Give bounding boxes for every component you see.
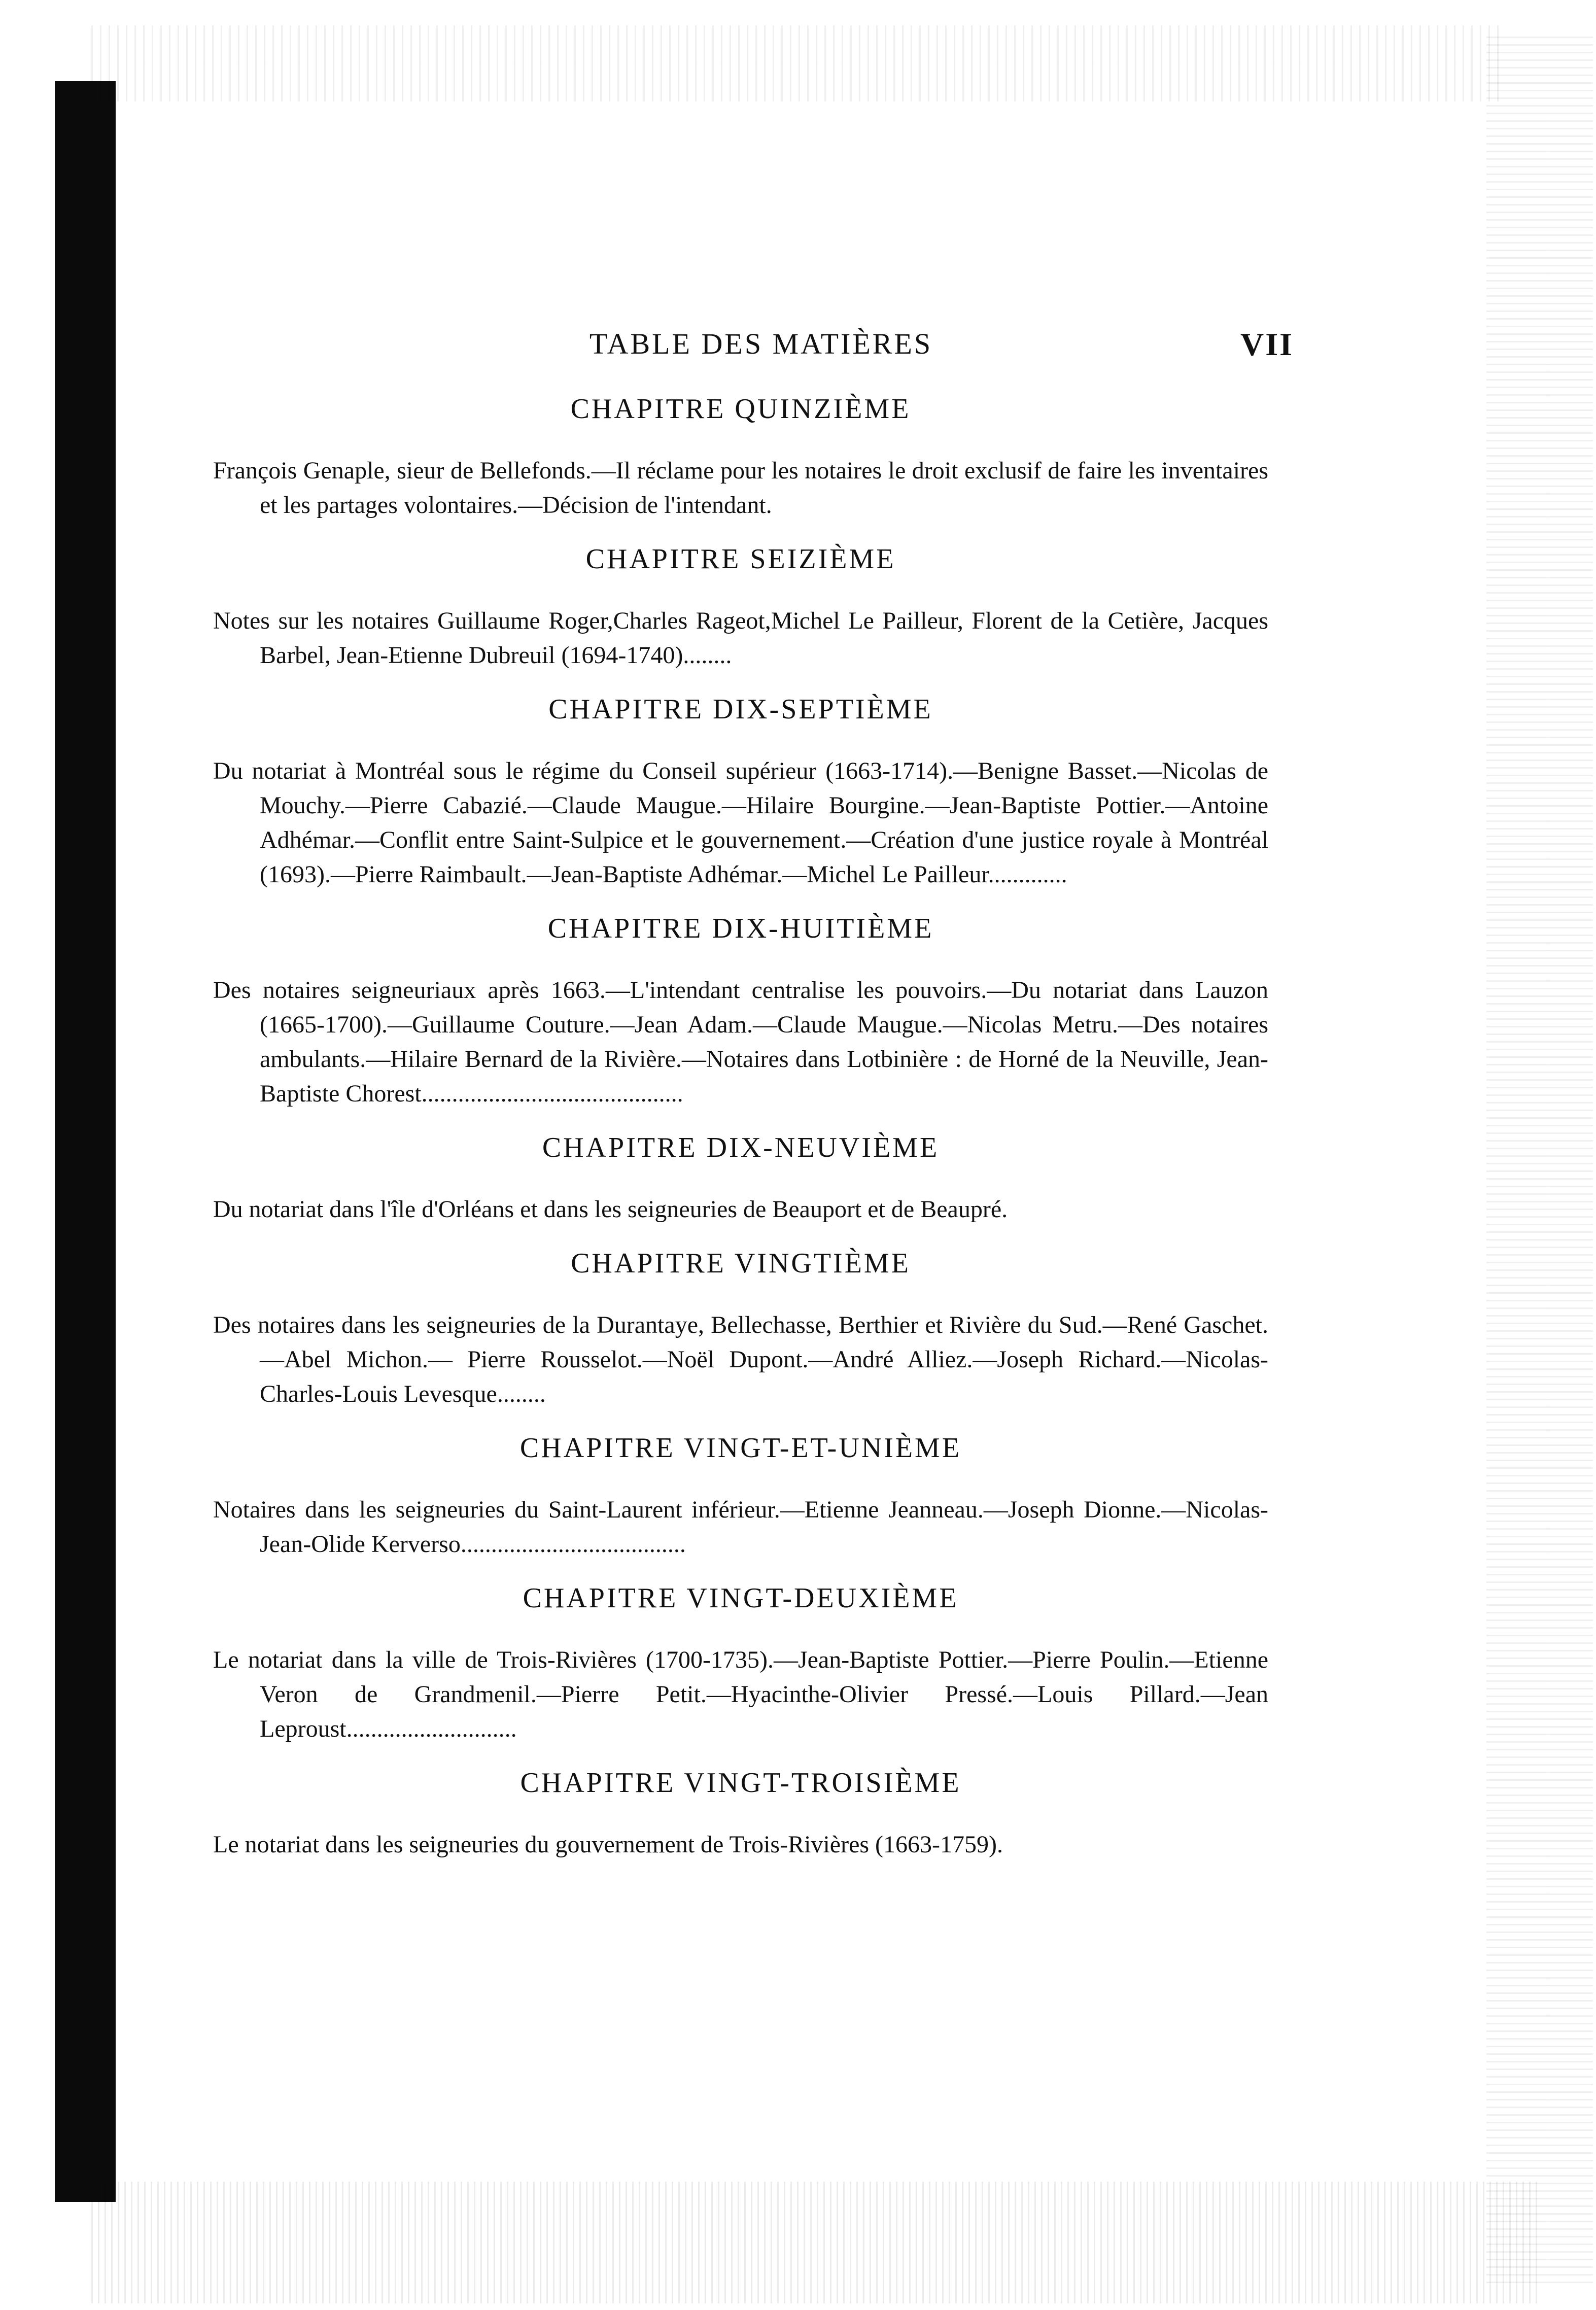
chapter-summary: Des notaires dans les seigneuries de la Durantaye, Bellechasse, Berthier et Rivière du Sud.—René Gaschet.—Abel Michon.— Pierre Rousselot.—Noël Dupont.—André Alliez.—Joseph Richard.—Nicolas-Charles-Louis Levesque........ [213, 1312, 1268, 1407]
chapter-summary: Le notariat dans les seigneuries du gouvernement de Trois-Rivières (1663-1759). [213, 1831, 1003, 1858]
chapter-title: CHAPITRE VINGTIÈME [571, 1248, 911, 1279]
table-of-contents [213, 391, 1268, 1880]
binding-shadow [55, 81, 116, 2202]
chapter-title: CHAPITRE VINGT-ET-UNIÈME [519, 1432, 962, 1464]
chapter-summary: Notes sur les notaires Guillaume Roger,Charles Rageot,Michel Le Pailleur, Florent de la Cetière, Jacques Barbel, Jean-Etienne Dubreuil (1694-1740)........ [213, 607, 1268, 669]
chapter-entry [213, 910, 1268, 1111]
chapter-summary: Du notariat à Montréal sous le régime du Conseil supérieur (1663-1714).—Benigne Basset.—Nicolas de Mouchy.—Pierre Cabazié.—Claude Maugue.—Hilaire Bourgine.—Jean-Baptiste Pottier.—Antoine Adhémar.—Conflit entre Saint-Sulpice et le gouvernement.—Création d'une justice royale à Montréal (1693).—Pierre Raimbault.—Jean-Baptiste Adhémar.—Michel Le Pailleur............. [213, 757, 1268, 888]
chapter-entry [213, 1580, 1268, 1746]
chapter-title: CHAPITRE DIX-SEPTIÈME [548, 694, 933, 725]
chapter-title: CHAPITRE VINGT-TROISIÈME [520, 1767, 961, 1799]
chapter-summary: Des notaires seigneuriaux après 1663.—L'intendant centralise les pouvoirs.—Du notariat dans Lauzon (1665-1700).—Guillaume Couture.—Jean Adam.—Claude Maugue.—Nicolas Metru.—Des notaires ambulants.—Hilaire Bernard de la Rivière.—Notaires dans Lotbinière : de Horné de la Neuville, Jean-Baptiste Chorest........................................... [213, 977, 1268, 1107]
chapter-title: CHAPITRE DIX-NEUVIÈME [542, 1132, 940, 1163]
chapter-summary: Le notariat dans la ville de Trois-Rivières (1700-1735).—Jean-Baptiste Pottier.—Pierre Poulin.—Etienne Veron de Grandmenil.—Pierre Petit.—Hyacinthe-Olivier Pressé.—Louis Pillard.—Jean Leproust............................ [213, 1646, 1268, 1742]
chapter-entry [213, 1430, 1268, 1562]
page-edge-bottom [91, 2182, 1537, 2303]
chapter-entry [213, 1245, 1268, 1411]
chapter-entry [213, 691, 1268, 892]
chapter-title: CHAPITRE SEIZIÈME [585, 543, 896, 575]
page-edge-right [1486, 30, 1593, 2283]
chapter-summary: François Genaple, sieur de Bellefonds.—Il réclame pour les notaires le droit exclusif de faire les inventaires et les partages volontaires.—Décision de l'intendant. [213, 457, 1268, 519]
chapter-title: CHAPITRE VINGT-DEUXIÈME [523, 1582, 959, 1614]
chapter-entry [213, 391, 1268, 523]
chapter-title: CHAPITRE QUINZIÈME [570, 393, 911, 425]
running-title: TABLE DES MATIÈRES [589, 327, 933, 360]
page-header [228, 320, 1294, 365]
page-edge-top [91, 25, 1502, 101]
chapter-summary: Notaires dans les seigneuries du Saint-Laurent inférieur.—Etienne Jeanneau.—Joseph Dionne.—Nicolas-Jean-Olide Kerverso..................................... [213, 1496, 1268, 1558]
chapter-title: CHAPITRE DIX-HUITIÈME [547, 913, 934, 944]
chapter-entry [213, 1129, 1268, 1227]
chapter-summary: Du notariat dans l'île d'Orléans et dans les seigneuries de Beauport et de Beaupré. [213, 1196, 1008, 1223]
chapter-entry [213, 541, 1268, 673]
chapter-entry [213, 1765, 1268, 1862]
page-number: VII [1240, 326, 1294, 362]
